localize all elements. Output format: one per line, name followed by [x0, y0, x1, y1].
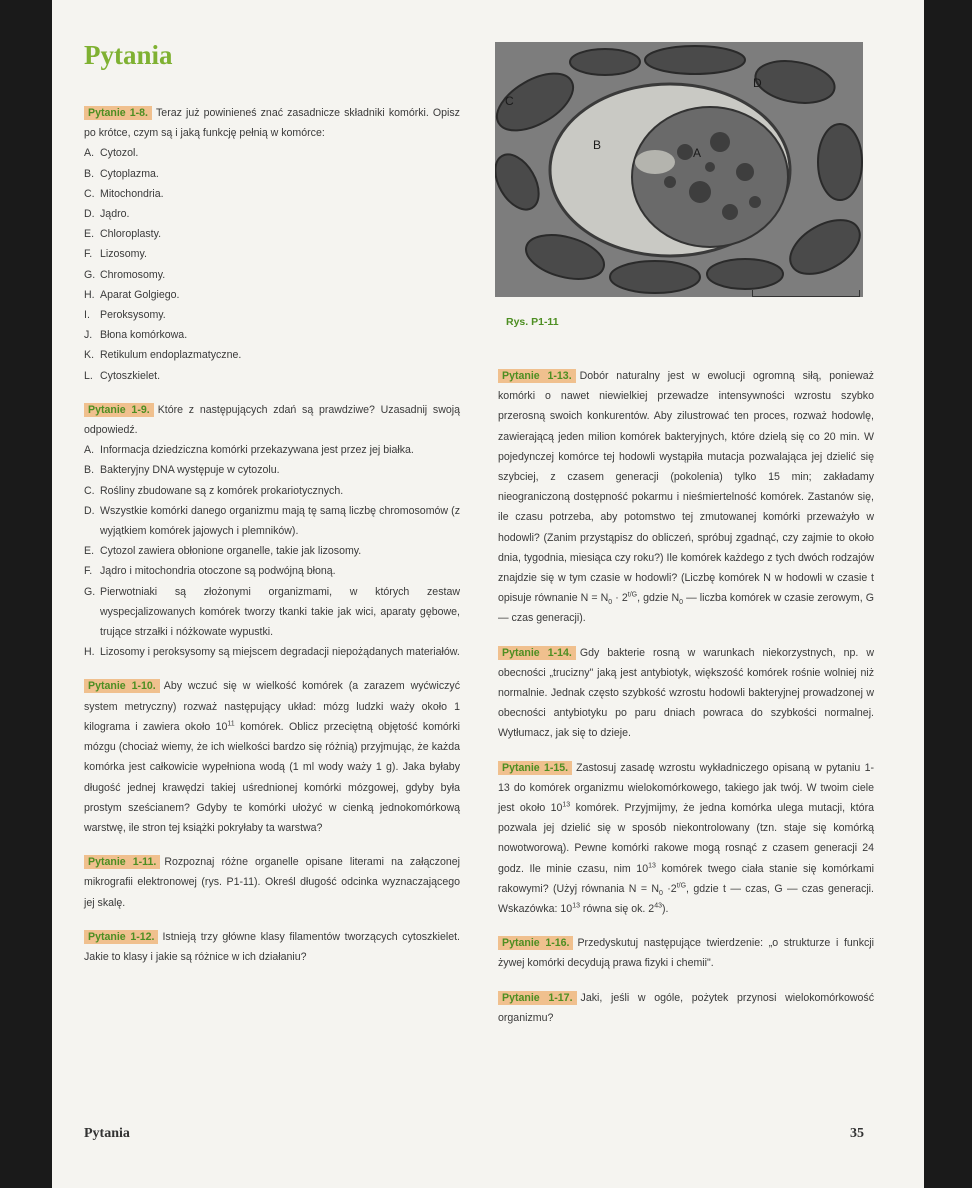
- question-text: Przedyskutuj następujące twierdzenie: „o strukturze i funkcji żywej komórki decydują prawa fizyki i chemii".: [498, 937, 874, 970]
- exponent: t/G: [627, 591, 638, 599]
- figure-label-a: A: [693, 146, 702, 160]
- option-letter: F.: [84, 248, 93, 261]
- option-item: [84, 325, 460, 345]
- option-letter: H.: [84, 288, 95, 301]
- question-1-11: [84, 852, 460, 913]
- options-list-1-8: [84, 143, 460, 385]
- question-label: Pytanie 1-16.: [498, 936, 573, 950]
- option-letter: E.: [84, 545, 95, 558]
- option-item: [84, 440, 460, 460]
- option-letter: C.: [84, 187, 95, 200]
- question-1-8: [84, 103, 460, 143]
- question-text: Teraz już powinieneś znać zasadnicze składniki komórki. Opisz po krótce, czym są i jaką funkcję pełnią w komórce:: [84, 107, 460, 140]
- option-item: [84, 541, 460, 561]
- question-label: Pytanie 1-17.: [498, 991, 577, 1005]
- question-text: Istnieją trzy główne klasy filamentów tworzących cytoszkielet. Jakie to klasy i jakie są różnice w ich działaniu?: [84, 930, 460, 963]
- question-text: ·2: [662, 882, 677, 895]
- option-text: Jądro i mitochondria otoczone są podwójną błoną.: [100, 565, 336, 578]
- question-label: Pytanie 1-14.: [498, 646, 576, 660]
- option-text: Cytoplazma.: [100, 167, 159, 180]
- option-text: Retikulum endoplazmatyczne.: [100, 349, 242, 362]
- question-label: Pytanie 1-12.: [84, 930, 158, 944]
- question-text: Aby wczuć się w wielkość komórek (a zarazem wyćwiczyć system metryczny) rozważ następujący układ: mózg ludzki waży około 1 kilograma i zawiera około 10: [84, 680, 461, 733]
- exponent: 13: [648, 862, 656, 870]
- option-letter: C.: [84, 484, 95, 497]
- electron-micrograph: [495, 42, 863, 297]
- option-text: Mitochondria.: [100, 187, 164, 200]
- option-text: Cytozol zawiera obłonione organelle, takie jak lizosomy.: [100, 545, 362, 558]
- question-text: komórek. Oblicz przeciętną objętość komórki mózgu (chociaż wiemy, że ich wielkości bardzo się różnią) przyjmując, że każda komórka jest całkowicie wypełniona wodą (1 ml wody waży 1 g). Jaka byłaby długość jednej krawędzi takiej uśrednionej komórki mózgowej, gdyby była prostym sześcianem? Gdyby te komórki ułożyć w cienką jednokomórkową warstwę, ile stron tej książki pokryłaby ta warstwa?: [84, 720, 460, 834]
- question-text: Jaki, jeśli w ogóle, pożytek przynosi wielokomórkowość organizmu?: [498, 991, 874, 1024]
- option-letter: G.: [84, 268, 96, 281]
- question-text: ).: [661, 903, 669, 916]
- figure-label-d: D: [753, 76, 762, 90]
- question-1-17: [498, 988, 874, 1028]
- left-column: [84, 103, 460, 981]
- question-text: Dobór naturalny jest w ewolucji ogromną siłą, ponieważ komórki o nawet niewielkiej przewadze intensywności wzrostu szybko przerosną swoich konkurentów. Aby zilustrować ten proces, rozważ hodowlę, zawierającą jeden milion komórek bakteryjnych, które dzielą się co 20 min. W pojedynczej komórce tej hodowli wystąpiła mutacja pozwalająca jej dzielić się szybciej, z czasem generacji (pokolenia) tylko 15 min; zakładamy nieograniczoną dostępność pokarmu i nieśmiertelność komórek. Zastanów się, ile czasu potrzeba, aby potomstwo tej zmutowanej komórki przeważyło w hodowli? (Zanim przystąpisz do obliczeń, spróbuj zgadnąć, czy zajmie to około dnia, tygodnia, miesiąca czy roku?) Ile komórek każdego z tych dwóch rodzajów znajdzie się w tym czasie w hodowli? (Liczbę komórek N w hodowli w czasie t opisuje równanie N = N: [498, 370, 874, 605]
- question-label: Pytanie 1-11.: [84, 855, 160, 869]
- option-letter: H.: [84, 646, 95, 659]
- option-text: Błona komórkowa.: [100, 329, 188, 342]
- option-text: Cytozol.: [100, 147, 139, 160]
- question-text: · 2: [612, 592, 628, 605]
- option-text: Wszystkie komórki danego organizmu mają tę samą liczbę chromosomów (z wyjątkiem komórek jajowych i plemników).: [100, 504, 460, 538]
- question-1-14: [498, 643, 874, 744]
- option-letter: B.: [84, 167, 95, 180]
- option-item: [84, 184, 460, 204]
- option-text: Pierwotniaki są złożonymi organizmami, w których zestaw wyspecjalizowanych komórek tworzy tkanki takie jak wici, aparaty gębowe, trujące strzałki i nóżkowate wypustki.: [100, 585, 460, 639]
- option-text: Lizosomy i peroksysomy są miejscem degradacji niepożądanych materiałów.: [100, 646, 460, 659]
- options-list-1-9: [84, 440, 460, 662]
- page-heading: Pytania: [84, 40, 173, 70]
- option-letter: E.: [84, 228, 95, 241]
- question-label: Pytanie 1-13.: [498, 369, 576, 383]
- question-label: Pytanie 1-15.: [498, 761, 572, 775]
- option-letter: A.: [84, 147, 95, 160]
- exponent: 11: [227, 720, 235, 728]
- option-text: Informacja dziedziczna komórki przekazywana jest przez jej białka.: [100, 444, 414, 457]
- question-1-16: [498, 933, 874, 973]
- question-1-9: [84, 400, 460, 440]
- option-text: Lizosomy.: [100, 248, 147, 261]
- book-page: [52, 0, 924, 1188]
- exponent: 43: [654, 902, 662, 910]
- option-text: Cytoszkielet.: [100, 369, 161, 382]
- figure-label-c: C: [505, 94, 514, 108]
- page-number: 35: [850, 1126, 864, 1141]
- option-item: [84, 582, 460, 643]
- right-column: [498, 366, 874, 1042]
- question-label: Pytanie 1-10.: [84, 679, 160, 693]
- exponent: t/G: [676, 882, 687, 890]
- option-item: [84, 164, 460, 184]
- question-label: Pytanie 1-8.: [84, 106, 152, 120]
- option-item: [84, 501, 460, 541]
- figure-caption: Rys. P1-11: [506, 316, 559, 328]
- option-item: [84, 143, 460, 163]
- option-item: [84, 285, 460, 305]
- option-letter: L.: [84, 369, 93, 382]
- question-1-13: [498, 366, 874, 629]
- option-letter: A.: [84, 444, 95, 457]
- option-item: [84, 305, 460, 325]
- subscript: 0: [659, 889, 663, 897]
- figure-label-b: B: [593, 138, 602, 152]
- question-1-12: [84, 927, 460, 967]
- option-text: Chloroplasty.: [100, 228, 162, 241]
- option-text: Bakteryjny DNA występuje w cytozolu.: [100, 464, 280, 477]
- question-label: Pytanie 1-9.: [84, 403, 154, 417]
- question-1-10: [84, 676, 460, 838]
- footer-section-title: Pytania: [84, 1126, 130, 1141]
- question-1-15: [498, 758, 874, 920]
- option-letter: G.: [84, 585, 96, 598]
- option-letter: F.: [84, 565, 93, 578]
- question-text: , gdzie t — czas, G — czas generacji. Wskazówka: 10: [498, 882, 874, 916]
- option-text: Peroksysomy.: [100, 309, 166, 322]
- micrograph-image: [495, 42, 863, 297]
- option-letter: J.: [84, 329, 93, 342]
- question-text: równa się ok. 2: [579, 903, 655, 916]
- option-item: [84, 366, 460, 386]
- scale-bar: [752, 296, 860, 297]
- question-text: komórek twego ciała stanie się komórkami rakowymi? (Użyj równania N = N: [498, 862, 875, 895]
- option-item: [84, 481, 460, 501]
- option-item: [84, 345, 460, 365]
- option-text: Rośliny zbudowane są z komórek prokariotycznych.: [100, 484, 344, 497]
- exponent: 13: [572, 902, 580, 910]
- subscript: 0: [608, 599, 613, 607]
- question-text: — liczba komórek w czasie zerowym, G — czas generacji).: [498, 592, 875, 625]
- question-text: Zastosuj zasadę wzrostu wykładniczego opisaną w pytaniu 1-13 do komórek organizmu wielokomórkowego, takiego jak twój. W twoim ciele jest około 10: [498, 761, 874, 815]
- question-text: Rozpoznaj różne organelle opisane literami na załączonej mikrografii elektronowej (rys. P1-11). Określ długość odcinka wyznaczającego jej skalę.: [84, 856, 460, 909]
- option-letter: D.: [84, 504, 95, 517]
- option-letter: B.: [84, 464, 95, 477]
- option-item: [84, 561, 460, 581]
- option-item: [84, 224, 460, 244]
- option-letter: K.: [84, 349, 95, 362]
- option-letter: I.: [84, 309, 90, 322]
- option-text: Jądro.: [100, 208, 130, 221]
- question-text: Które z następujących zdań są prawdziwe? Uzasadnij swoją odpowiedź.: [84, 403, 460, 437]
- exponent: 13: [562, 801, 571, 809]
- option-item: [84, 642, 460, 662]
- option-text: Chromosomy.: [100, 268, 166, 281]
- option-item: [84, 204, 460, 224]
- subscript: 0: [679, 599, 684, 607]
- question-text: , gdzie N: [637, 592, 680, 605]
- option-item: [84, 244, 460, 264]
- question-text: Gdy bakterie rosną w warunkach niekorzystnych, np. w obecności „trucizny" jaką jest antybiotyk, większość komórek rośnie wolniej niż normalnie. Jednak często szybkość wzrostu hodowli bakteryjnej prowadzonej w obecności antybiotyku po paru dniach powraca do szybkości normalnej. Wytłumacz, jak się to dzieje.: [498, 646, 874, 740]
- option-text: Aparat Golgiego.: [100, 288, 180, 301]
- option-item: [84, 265, 460, 285]
- option-letter: D.: [84, 208, 95, 221]
- question-text: komórek. Przyjmijmy, że jedna komórka ulega mutacji, która pozwala jej dzielić się w sposób niekontrolowany (tzn. staje się komórką nowotworową). Pewne komórki rakowe mogą rosnąć z czasem generacji 24 godz. Ile minie czasu, nim 10: [498, 802, 874, 875]
- option-item: [84, 460, 460, 480]
